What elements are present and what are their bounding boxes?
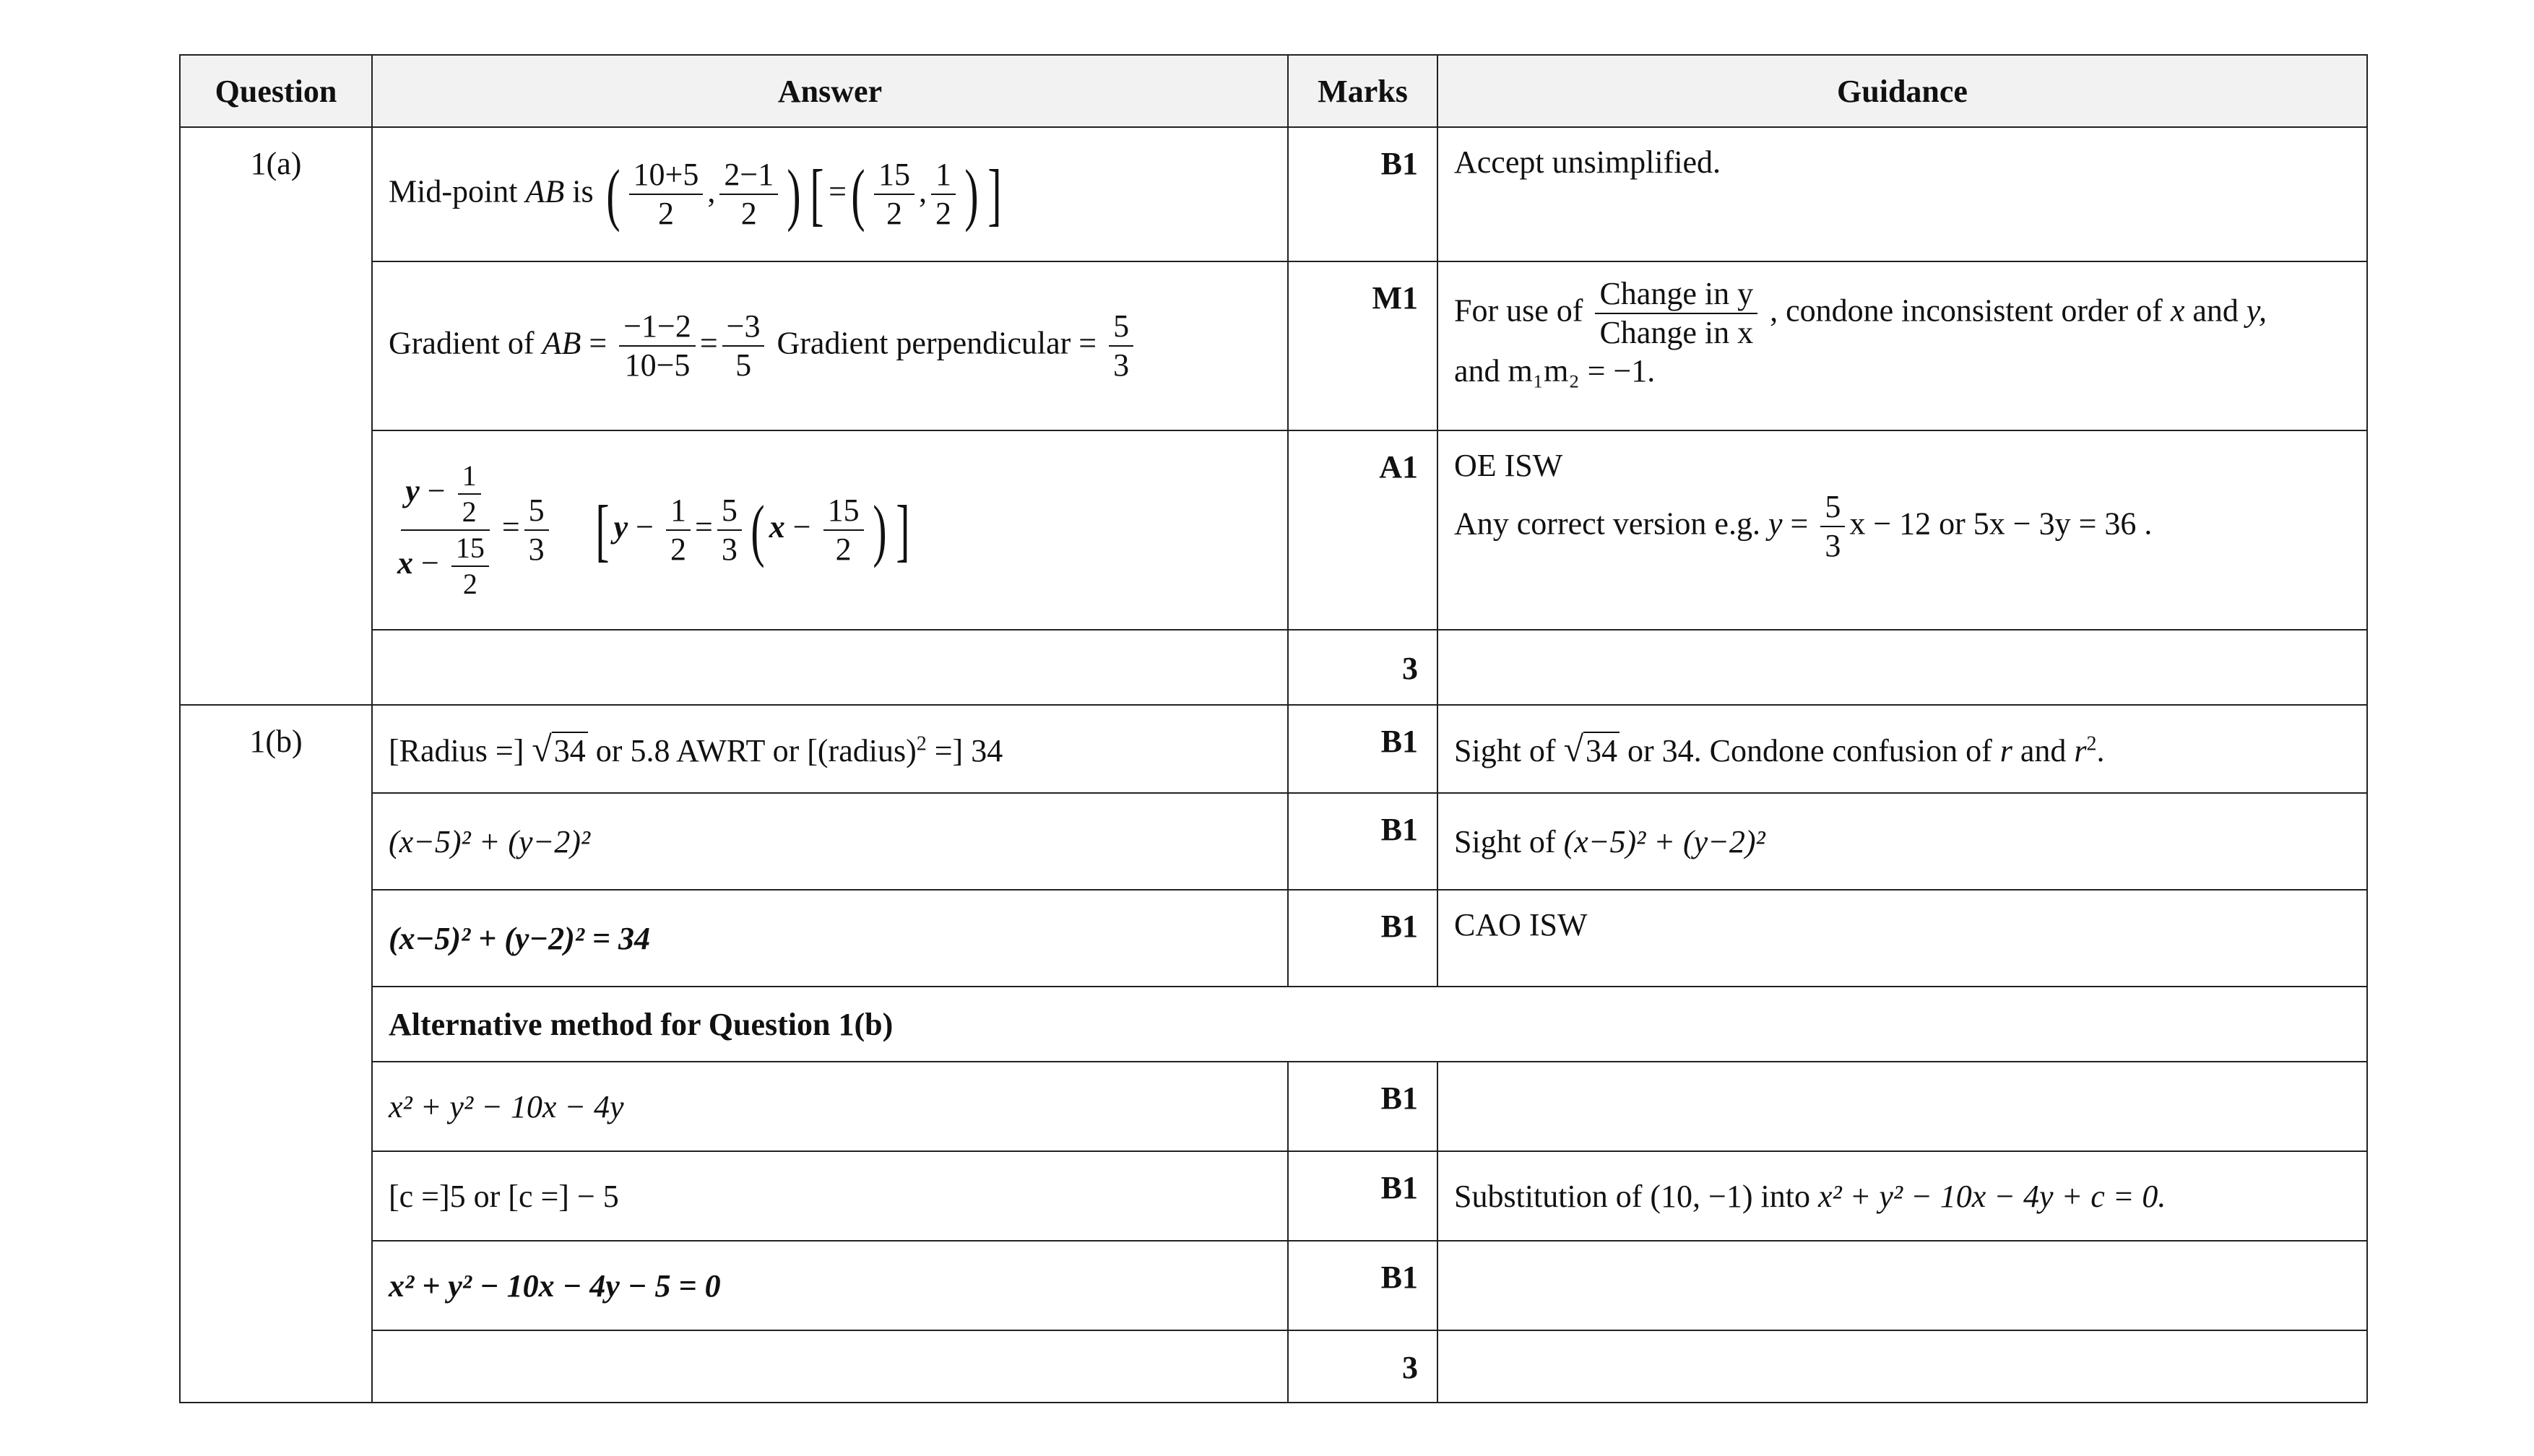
mark-m1: M1 (1288, 261, 1437, 430)
answer-alt-c-value: [c =]5 or [c =] − 5 (372, 1151, 1288, 1241)
table-row (180, 1062, 2367, 1151)
guidance-line: OE ISW Any correct version e.g. y = $\frac{5}{3}$ x − 12 or 5x − 3y = 36 . (1437, 430, 2367, 630)
answer-midpoint: Mid-point AB is ( $\frac{10+5}{2}$ , $\frac{2-1}{2}$ ) [ =( $\frac{15}{2}$ , $\frac{1}{2}$ ) ] (372, 127, 1288, 261)
answer-circle-lhs: (x−5)² + (y−2)² (372, 793, 1288, 890)
table-row (180, 1151, 2367, 1241)
table-row (180, 430, 2367, 630)
guidance-circle-lhs: Sight of (x−5)² + (y−2)² (1437, 793, 2367, 890)
mark-b1: B1 (1288, 1241, 1437, 1330)
table-row (180, 630, 2367, 705)
guidance-substitution: Substitution of (10, −1) into x² + y² − 10x − 4y + c = 0. (1437, 1151, 2367, 1241)
answer-circle-equation: (x−5)² + (y−2)² = 34 (372, 890, 1288, 987)
header-question: Question (180, 55, 372, 127)
mark-b1: B1 (1288, 127, 1437, 261)
mark-b1: B1 (1288, 1151, 1437, 1241)
header-marks: Marks (1288, 55, 1437, 127)
mark-a1: A1 (1288, 430, 1437, 630)
guidance-cao: CAO ISW (1437, 890, 2367, 987)
guidance-radius: Sight of √34 or 34. Condone confusion of r and $r^2$. (1437, 705, 2367, 793)
answer-alt-expansion: x² + y² − 10x − 4y (372, 1062, 1288, 1151)
table-row (180, 1330, 2367, 1403)
table-row (180, 890, 2367, 987)
answer-radius: [Radius =] √34 or 5.8 AWRT or [(radius)$^2$ =] 34 (372, 705, 1288, 793)
answer-line-equation: y − $\frac{1}{2}$ x − $\frac{15}{2}$ = $\frac{5}{3}$ [ y − $\frac{1}{2}$ = $\frac{5}{3}$ ( x − $\frac{15}{2}$ ) ] (372, 430, 1288, 630)
table-row (180, 1241, 2367, 1330)
table-row (180, 987, 2367, 1062)
mark-b1: B1 (1288, 890, 1437, 987)
question-label-1a: 1(a) (180, 127, 372, 705)
table-row (180, 705, 2367, 793)
guidance-text: Accept unsimplified. (1437, 127, 2367, 261)
table-row (180, 793, 2367, 890)
mark-b1: B1 (1288, 793, 1437, 890)
header-guidance: Guidance (1437, 55, 2367, 127)
table-row (180, 127, 2367, 261)
answer-alt-equation: x² + y² − 10x − 4y − 5 = 0 (372, 1241, 1288, 1330)
question-label-1b: 1(b) (180, 705, 372, 1403)
header-row (180, 55, 2367, 127)
mark-b1: B1 (1288, 1062, 1437, 1151)
table-row (180, 261, 2367, 430)
alternative-method-heading: Alternative method for Question 1(b) (372, 987, 2367, 1062)
answer-gradient: Gradient of AB = $\frac{-1-2}{10-5}$ = $\frac{-3}{5}$ Gradient perpendicular = $\frac{5}{3}$ (372, 261, 1288, 430)
total-marks-1b: 3 (1288, 1330, 1437, 1403)
guidance-gradient: For use of $\frac{\text{Change in y}}{\text{Change in x}}$ , condone inconsistent order of x and y, and m₁m₂ = −1. (1437, 261, 2367, 430)
header-answer: Answer (372, 55, 1288, 127)
total-marks-1a: 3 (1288, 630, 1437, 705)
mark-scheme-table (179, 54, 2368, 1403)
mark-scheme (179, 54, 2366, 1403)
mark-b1: B1 (1288, 705, 1437, 793)
